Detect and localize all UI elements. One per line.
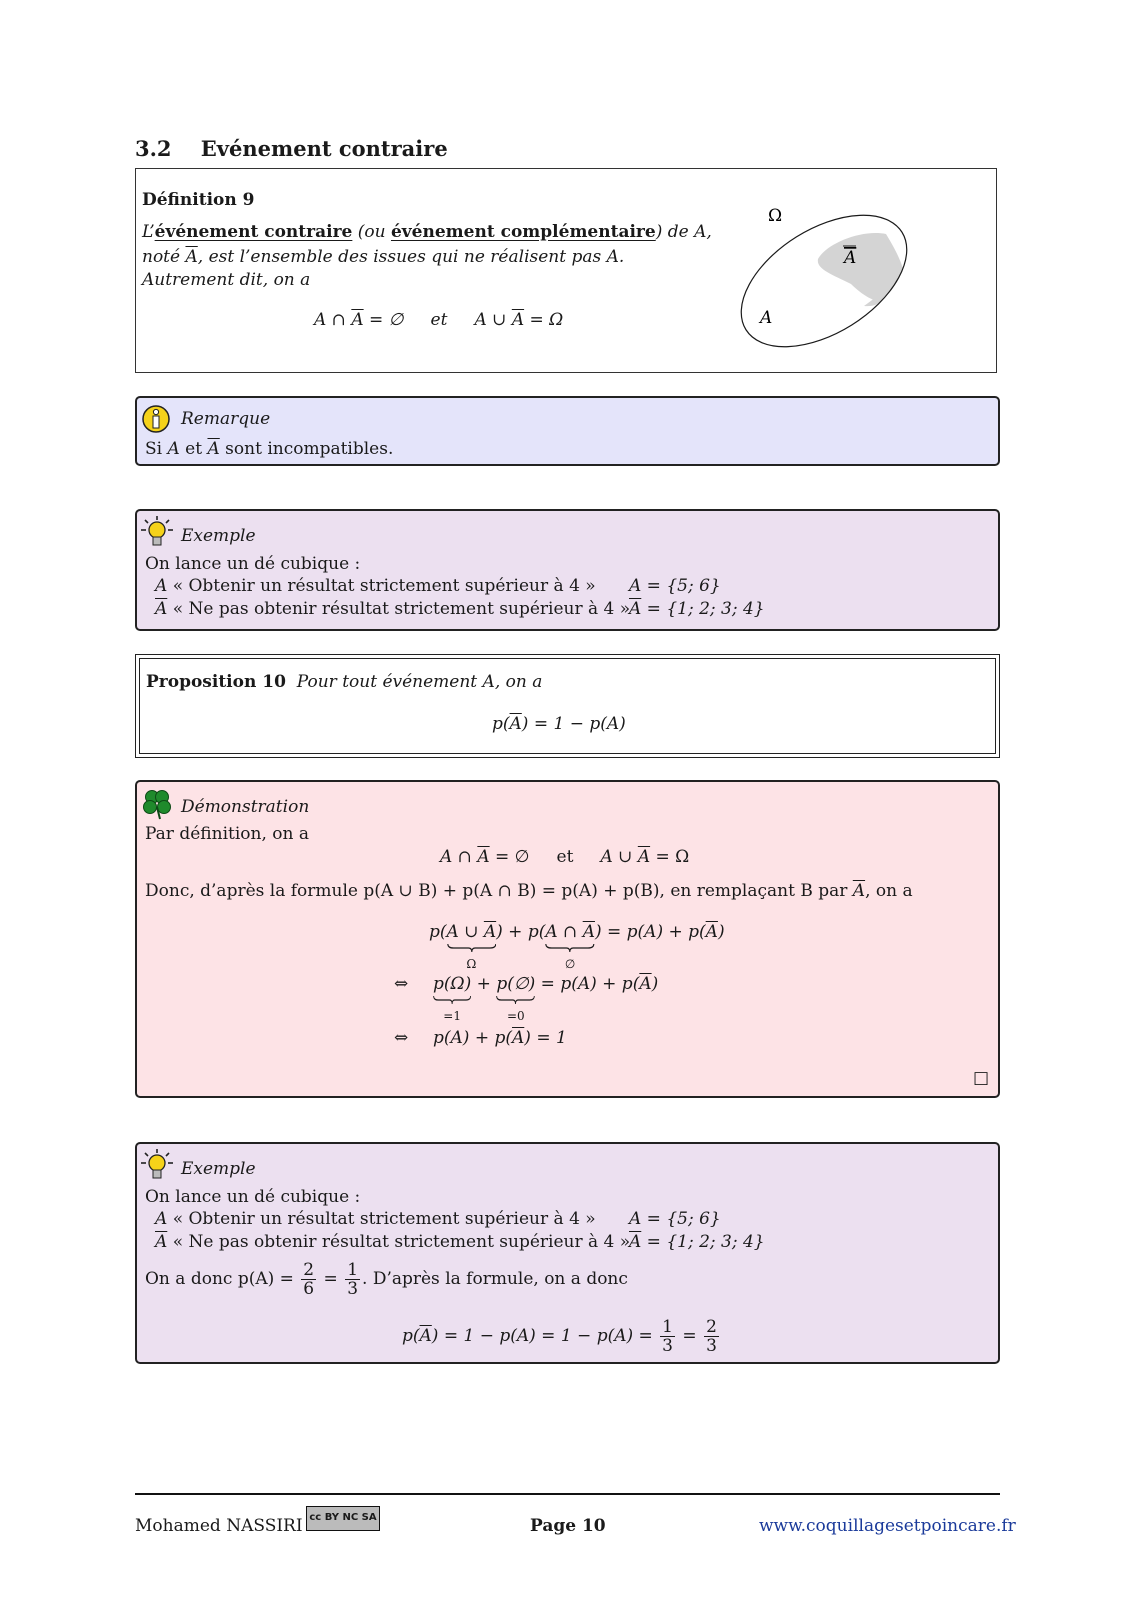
demonstration-equiv-2: ⇔: [394, 1028, 409, 1048]
info-icon: [141, 404, 171, 434]
footer-website-link[interactable]: www.coquillagesetpoincare.fr: [759, 1516, 1016, 1536]
brace-term-intersection: A ∩ $\overline{A}$ ∅: [545, 922, 595, 971]
demonstration-equiv-1: ⇔: [394, 974, 409, 994]
definition-line-3: Autrement dit, on a: [142, 270, 311, 290]
a-label: A: [760, 308, 773, 328]
underbrace-union: [447, 943, 497, 953]
brace-term-empty: p(∅) =0: [496, 974, 536, 1023]
example-1-row-1: A « Obtenir un résultat strictement supérieur à 4 »: [155, 576, 596, 596]
underbrace-omega: [433, 995, 471, 1005]
example-2-final-formula: $p(\overline{A}) = 1 - p(A) = 1 - p(A)$ = $\frac{1}{3}$ = $\frac{2}{3}$: [402, 1317, 717, 1356]
brace-term-omega: p(Ω) =1: [433, 974, 472, 1023]
example-1-set-a: A = {5; 6}: [629, 576, 721, 596]
example-box-1: [135, 509, 1000, 631]
underbrace-intersection: [545, 943, 595, 953]
demonstration-box: [135, 780, 1000, 1098]
remark-box: [135, 396, 1000, 466]
proposition-formula: $p(\overline{A}) = 1 - p(A)$: [492, 714, 626, 734]
section-number: 3.2: [135, 136, 172, 161]
omega-ellipse: [736, 199, 930, 359]
footer-author: Mohamed NASSIRI: [135, 1516, 303, 1536]
demonstration-title: Démonstration: [181, 797, 310, 817]
section-heading: [135, 135, 448, 163]
venn-diagram: [736, 199, 986, 359]
demonstration-intro: Par définition, on a: [145, 824, 309, 844]
underbrace-empty: [496, 995, 535, 1005]
abar-region: [818, 233, 905, 303]
demonstration-equation-1: A ∩ $\overline{A}$ = ∅ et A ∪ $\overline{A} = \Omega$: [440, 847, 690, 867]
fraction-2-6: $\frac{2}{6}$: [303, 1260, 315, 1299]
definition-equation: A ∩ $\overline{A}$ = ∅ et A ∪ $\overline{A} = \Omega$: [314, 310, 564, 330]
remark-text: Si A et $\overline{A}$ sont incompatibles.: [145, 439, 394, 459]
example-2-intro: On lance un dé cubique :: [145, 1187, 361, 1207]
fraction-2-3-final: $\frac{2}{3}$: [706, 1317, 717, 1356]
proposition-heading: Proposition 10: [146, 672, 286, 692]
example-1-row-2: $\overline{A}$ « Ne pas obtenir résultat strictement supérieur à 4 »: [155, 599, 631, 619]
example-2-set-abar: $\overline{A} = \{1$; 2; 3; 4}: [629, 1232, 765, 1252]
footer-page-number: Page 10: [530, 1516, 606, 1536]
example-2-row-1: A « Obtenir un résultat strictement supérieur à 4 »: [155, 1209, 596, 1229]
abar-label: A: [844, 248, 857, 268]
proposition-statement: Proposition 10 Pour tout événement A, on a: [146, 672, 543, 692]
example-2-probability-line: On a donc p(A) = $\frac{2}{6}$ = $\frac{1}{3}$ . D’après la formule, on a donc: [145, 1260, 628, 1299]
example-2-row-2: $\overline{A}$ « Ne pas obtenir résultat strictement supérieur à 4 »: [155, 1232, 631, 1252]
qed-symbol: □: [973, 1068, 990, 1088]
lightbulb-icon: [139, 515, 175, 549]
definition-line-2: noté $\overline{A}$, est l’ensemble des issues qui ne réalisent pas A.: [142, 247, 625, 267]
demonstration-sentence: Donc, d’après la formule p(A ∪ B) + p(A ∩ B) = p(A) + p(B), en remplaçant B par $\overline{A}$, on a: [145, 881, 913, 901]
fraction-1-3-final: $\frac{1}{3}$: [662, 1317, 673, 1356]
section-title: Evénement contraire: [200, 136, 448, 161]
demonstration-derivation-line-1: p(A ∪ $\overline{A}$ Ω ) + p(A ∩ $\overline{A}$ ∅ ) = $p(A) + p(\overline{A})$: [429, 922, 725, 971]
example-1-title: Exemple: [181, 526, 256, 546]
proposition-inner-frame: [139, 658, 996, 754]
demonstration-derivation-line-3: $p(A) + p(\overline{A}) = 1$: [433, 1028, 567, 1048]
example-1-set-abar: $\overline{A} = \{1$; 2; 3; 4}: [629, 599, 765, 619]
example-box-2: [135, 1142, 1000, 1364]
cc-license-text: cc BY NC SA: [309, 1512, 377, 1523]
definition-box: [135, 168, 997, 373]
term-evenement-contraire: événement contraire: [154, 222, 353, 242]
footer-rule: [135, 1493, 1000, 1495]
example-2-title: Exemple: [181, 1159, 256, 1179]
clover-icon: [140, 787, 174, 821]
example-2-set-a: A = {5; 6}: [629, 1209, 721, 1229]
definition-heading: Définition 9: [142, 190, 255, 210]
remark-title: Remarque: [181, 409, 271, 429]
omega-label: Ω: [768, 206, 783, 226]
proposition-box: [135, 654, 1000, 758]
cc-license-badge: [306, 1506, 380, 1531]
demonstration-derivation-line-2: p(Ω) =1 + p(∅) =0 = $p(A) + p(\overline{A})$: [433, 974, 659, 1023]
fraction-1-3: $\frac{1}{3}$: [347, 1260, 359, 1299]
example-1-intro: On lance un dé cubique :: [145, 554, 361, 574]
term-evenement-complementaire: événement complémentaire: [390, 222, 656, 242]
lightbulb-icon: [139, 1148, 175, 1182]
definition-line-1: L’événement contraire (ou événement complémentaire) de A,: [142, 222, 712, 242]
brace-term-union: A ∪ $\overline{A}$ Ω: [446, 922, 497, 971]
